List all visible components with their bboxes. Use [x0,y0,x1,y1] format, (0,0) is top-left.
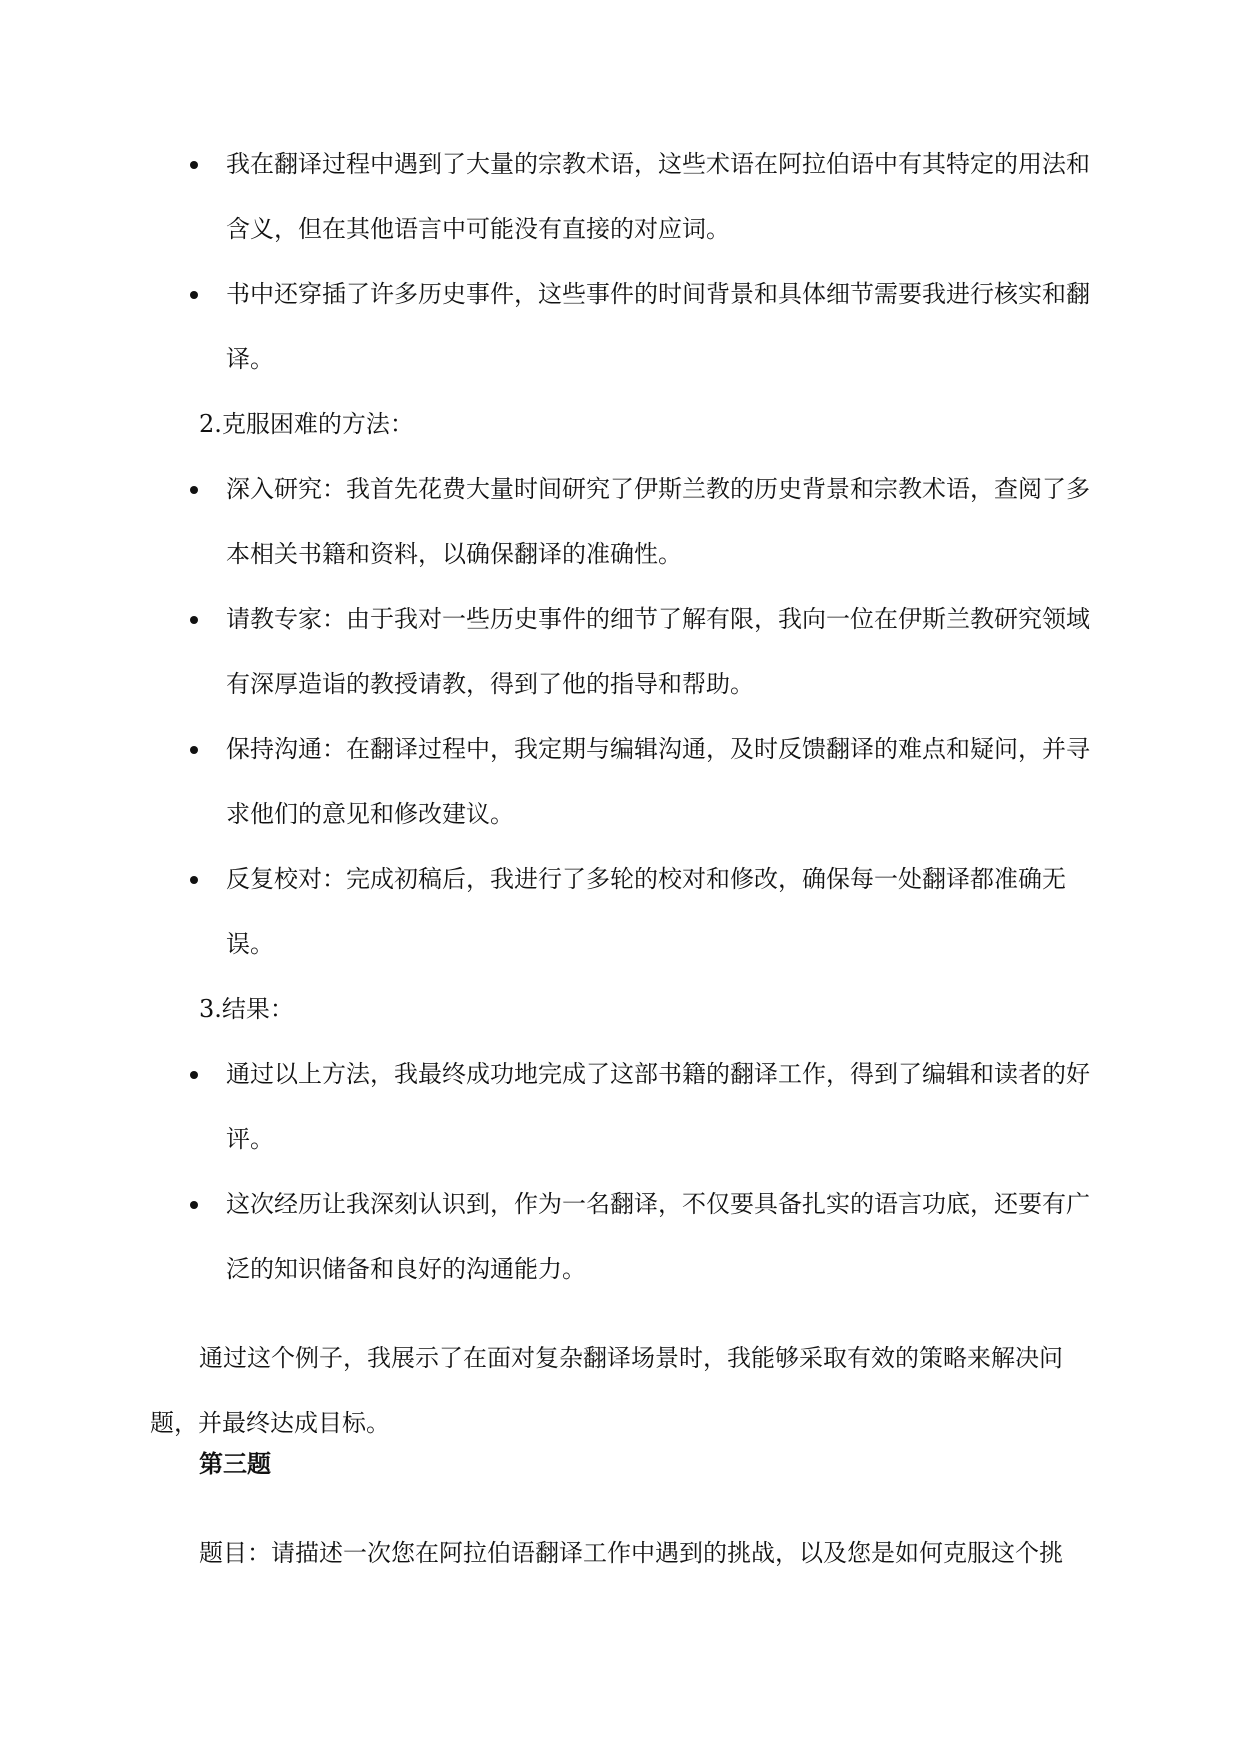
section-heading-overcome: 2.克服困难的方法： [199,410,414,438]
list-item-text: 通过以上方法，我最终成功地完成了这部书籍的翻译工作，得到了编辑和读者的好评。 [226,1060,1090,1153]
list-item-text: 保持沟通：在翻译过程中，我定期与编辑沟通，及时反馈翻译的难点和疑问，并寻求他们的意见和修改建议。 [226,735,1090,828]
list-item-text: 深入研究：我首先花费大量时间研究了伊斯兰教的历史背景和宗教术语，查阅了多本相关书籍和资料，以确保翻译的准确性。 [226,475,1090,568]
list-item-text: 反复校对：完成初稿后，我进行了多轮的校对和修改，确保每一处翻译都准确无误。 [226,865,1066,958]
list-item [150,1172,1090,1302]
question-prompt: 题目：请描述一次您在阿拉伯语翻译工作中遇到的挑战，以及您是如何克服这个挑 [199,1539,1063,1567]
bullet-icon [190,616,198,624]
bullet-icon [190,876,198,884]
list-item-text: 书中还穿插了许多历史事件，这些事件的时间背景和具体细节需要我进行核实和翻译。 [226,280,1090,373]
list-item-text: 我在翻译过程中遇到了大量的宗教术语，这些术语在阿拉伯语中有其特定的用法和含义，但在其他语言中可能没有直接的对应词。 [226,150,1090,243]
conclusion-paragraph: 通过这个例子，我展示了在面对复杂翻译场景时，我能够采取有效的策略来解决问题，并最终达成目标。 [150,1344,1063,1437]
list-item-text: 这次经历让我深刻认识到，作为一名翻译，不仅要具备扎实的语言功底，还要有广泛的知识储备和良好的沟通能力。 [226,1190,1090,1283]
bullet-icon [190,746,198,754]
bullet-icon [190,1071,198,1079]
list-item [150,132,1090,262]
bullet-icon [190,1201,198,1209]
list-item [150,1042,1090,1172]
list-item [150,717,1090,847]
list-item [150,587,1090,717]
section-heading-result: 3.结果： [199,995,294,1023]
bullet-icon [190,161,198,169]
list-item-text: 请教专家：由于我对一些历史事件的细节了解有限，我向一位在伊斯兰教研究领域有深厚造诣的教授请教，得到了他的指导和帮助。 [226,605,1090,698]
question-title: 第三题 [199,1450,271,1478]
bullet-icon [190,291,198,299]
list-item [150,457,1090,587]
list-item [150,262,1090,392]
list-item [150,847,1090,977]
bullet-icon [190,486,198,494]
